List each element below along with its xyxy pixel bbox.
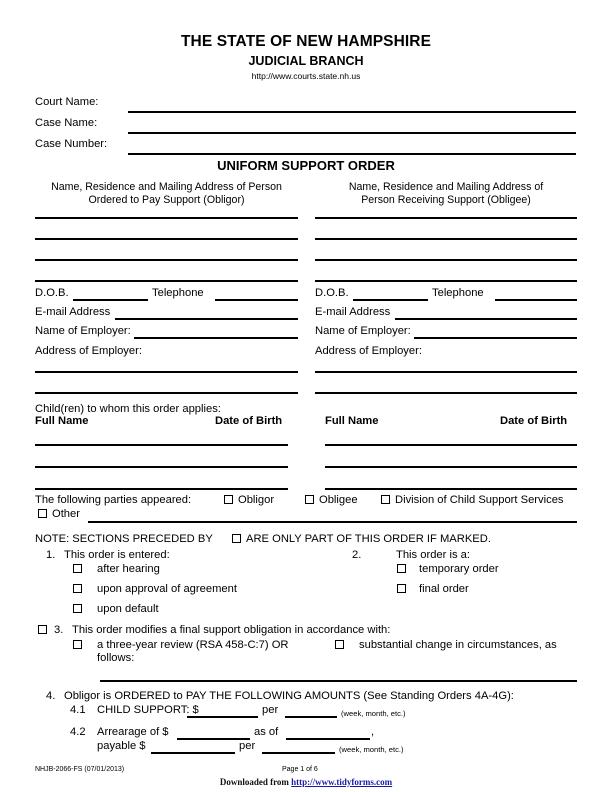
checkbox-final-order[interactable]: [397, 584, 406, 593]
appearances-intro: The following parties appeared:: [35, 494, 192, 506]
obligor-telephone-label: Telephone: [152, 287, 204, 299]
obligee-dob-input[interactable]: [353, 299, 428, 301]
obligee-telephone-label: Telephone: [432, 287, 484, 299]
obligor-employer-address-line-1[interactable]: [35, 371, 298, 373]
label-final-order: final order: [419, 583, 469, 595]
child-row-right-1[interactable]: [325, 444, 577, 446]
children-right-dob-header: Date of Birth: [500, 415, 568, 427]
case-number-label: Case Number:: [35, 138, 108, 150]
checkbox-upon-approval-of-agreement[interactable]: [73, 584, 82, 593]
obligor-address-line-1[interactable]: [35, 217, 298, 219]
label-substantial-change-continued: follows:: [97, 652, 135, 664]
item4-number: 4.: [46, 690, 56, 702]
note-text-prefix: NOTE: SECTIONS PRECEDED BY: [35, 533, 213, 545]
item4-2-payable-label: payable $: [97, 740, 146, 752]
obligor-employer-address-label: Address of Employer:: [35, 345, 142, 357]
item2-text: This order is a:: [396, 549, 470, 561]
item4-1-amount-input[interactable]: [187, 716, 258, 718]
appeared-other-input[interactable]: [88, 521, 577, 523]
child-row-left-2[interactable]: [35, 466, 288, 468]
children-right-fullname-header: Full Name: [325, 415, 379, 427]
obligor-email-input[interactable]: [115, 318, 298, 320]
item4-2-number: 4.2: [70, 726, 86, 738]
obligee-address-line-1[interactable]: [315, 217, 577, 219]
obligee-telephone-input[interactable]: [495, 299, 577, 301]
obligee-address-line-4[interactable]: [315, 280, 577, 282]
item4-text: Obligor is ORDERED to PAY THE FOLLOWING AMOUNTS (See Standing Orders 4A-4G):: [64, 690, 514, 702]
label-after-hearing: after hearing: [97, 563, 160, 575]
item1-number: 1.: [46, 549, 56, 561]
checkbox-appeared-obligee[interactable]: [305, 495, 314, 504]
children-left-dob-header: Date of Birth: [215, 415, 283, 427]
item4-2-label: Arrearage of $: [97, 726, 169, 738]
label-three-year-review: a three-year review (RSA 458-C:7) OR: [97, 639, 289, 651]
obligee-heading-line2: Person Receiving Support (Obligee): [361, 194, 531, 206]
checkbox-appeared-other[interactable]: [38, 509, 47, 518]
obligor-email-label: E-mail Address: [35, 306, 111, 318]
item4-2-per-label: per: [239, 740, 256, 752]
obligor-column-heading: [35, 181, 298, 207]
children-intro: Child(ren) to whom this order applies:: [35, 403, 221, 415]
item4-2-asof-input[interactable]: [286, 738, 370, 740]
child-row-right-2[interactable]: [325, 466, 577, 468]
form-title: UNIFORM SUPPORT ORDER: [217, 158, 395, 173]
checkbox-appeared-obligor[interactable]: [224, 495, 233, 504]
obligee-heading-line1: Name, Residence and Mailing Address of: [348, 181, 544, 193]
checkbox-item3[interactable]: [38, 625, 47, 634]
watermark: [0, 777, 612, 787]
obligor-dob-label: D.O.B.: [35, 287, 69, 299]
judicial-branch-subtitle: JUDICIAL BRANCH: [248, 54, 364, 68]
item4-1-hint: (week, month, etc.): [341, 709, 406, 718]
item4-1-per-label: per: [262, 704, 279, 716]
obligor-address-line-2[interactable]: [35, 238, 298, 240]
child-row-left-3[interactable]: [35, 488, 288, 490]
obligor-employer-name-label: Name of Employer:: [35, 325, 131, 337]
child-row-right-3[interactable]: [325, 488, 577, 490]
obligee-address-line-2[interactable]: [315, 238, 577, 240]
obligee-email-label: E-mail Address: [315, 306, 391, 318]
obligee-address-line-3[interactable]: [315, 259, 577, 261]
court-website-url: http://www.courts.state.nh.us: [251, 71, 361, 81]
watermark-prefix: Downloaded from: [219, 777, 292, 787]
item3-text: This order modifies a final support obligation in accordance with:: [72, 624, 391, 636]
obligor-employer-name-input[interactable]: [134, 337, 298, 339]
case-name-rule: [128, 132, 576, 134]
page-number: Page 1 of 6: [282, 766, 318, 773]
checkbox-upon-default[interactable]: [73, 604, 82, 613]
case-number-rule: [128, 153, 576, 155]
form-number: NHJB-2066-FS (07/01/2013): [35, 766, 125, 773]
page-title: THE STATE OF NEW HAMPSHIRE: [180, 33, 432, 50]
label-upon-approval-of-agreement: upon approval of agreement: [97, 583, 237, 595]
checkbox-temporary-order[interactable]: [397, 564, 406, 573]
item4-1-period-input[interactable]: [285, 716, 337, 718]
item4-2-payable-input[interactable]: [151, 752, 235, 754]
checkbox-substantial-change[interactable]: [335, 640, 344, 649]
item4-2-asof-label: as of: [254, 726, 279, 738]
obligor-employer-address-line-2[interactable]: [35, 392, 298, 394]
obligee-employer-name-label: Name of Employer:: [315, 325, 411, 337]
obligee-employer-address-line-1[interactable]: [315, 371, 577, 373]
obligor-heading-line2: Ordered to Pay Support (Obligor): [88, 194, 245, 206]
item4-1-label: CHILD SUPPORT: $: [97, 704, 199, 716]
child-row-left-1[interactable]: [35, 444, 288, 446]
label-substantial-change: substantial change in circumstances, as: [359, 639, 557, 651]
case-name-label: Case Name:: [35, 117, 98, 129]
checkbox-after-hearing[interactable]: [73, 564, 82, 573]
obligor-address-line-4[interactable]: [35, 280, 298, 282]
court-name-rule: [128, 111, 576, 113]
checkbox-appeared-dcss[interactable]: [381, 495, 390, 504]
note-text-suffix: ARE ONLY PART OF THIS ORDER IF MARKED.: [246, 533, 491, 545]
obligee-employer-address-label: Address of Employer:: [315, 345, 422, 357]
checkbox-three-year-review[interactable]: [73, 640, 82, 649]
label-appeared-obligor: Obligor: [238, 494, 275, 506]
obligee-employer-address-line-2[interactable]: [315, 392, 577, 394]
obligor-dob-input[interactable]: [73, 299, 148, 301]
item1-text: This order is entered:: [64, 549, 170, 561]
children-left-fullname-header: Full Name: [35, 415, 89, 427]
obligor-heading-line1: Name, Residence and Mailing Address of Person: [51, 181, 282, 193]
obligee-email-input[interactable]: [395, 318, 577, 320]
item4-2-comma: ,: [371, 726, 375, 738]
obligee-dob-label: D.O.B.: [315, 287, 349, 299]
label-upon-default: upon default: [97, 603, 159, 615]
label-appeared-dcss: Division of Child Support Services: [395, 494, 564, 506]
item3-follows-input[interactable]: [100, 680, 577, 682]
obligor-telephone-input[interactable]: [215, 299, 298, 301]
court-name-label: Court Name:: [35, 96, 99, 108]
watermark-url[interactable]: http://www.tidyforms.com: [291, 777, 393, 787]
obligee-employer-name-input[interactable]: [414, 337, 577, 339]
obligor-address-line-3[interactable]: [35, 259, 298, 261]
item4-2-period-input[interactable]: [262, 752, 335, 754]
obligee-column-heading: [315, 181, 577, 207]
item2-number: 2.: [352, 549, 362, 561]
item4-1-number: 4.1: [70, 704, 86, 716]
label-temporary-order: temporary order: [419, 563, 499, 575]
item3-number: 3.: [54, 624, 64, 636]
item4-2-hint: (week, month, etc.): [339, 745, 404, 754]
note-checkbox-icon: [232, 534, 241, 543]
label-appeared-obligee: Obligee: [319, 494, 358, 506]
label-appeared-other: Other: [52, 508, 80, 520]
